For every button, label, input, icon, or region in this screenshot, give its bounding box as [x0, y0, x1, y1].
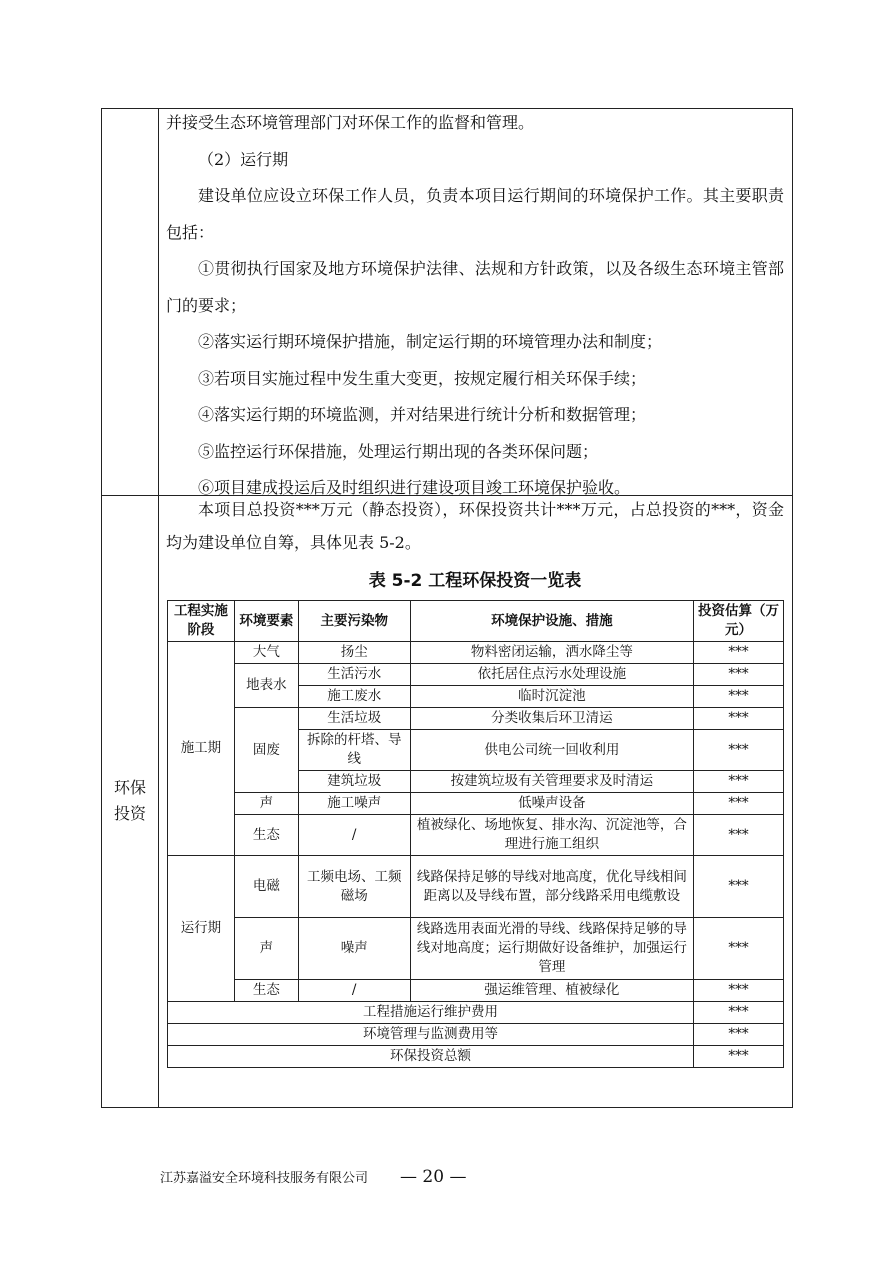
header-measure: 环境保护设施、措施 — [410, 601, 693, 642]
paragraph-line: ①贯彻执行国家及地方环境保护法律、法规和方针政策，以及各级生态环境主管部门的要求； — [166, 259, 784, 315]
table-row — [168, 856, 784, 918]
intro-paragraph: 本项目总投资***万元（静态投资），环保投资共计***万元，占总投资的***，资金均为建设单位自筹，具体见表 5-2。 — [166, 500, 784, 552]
element-cell: 电磁 — [234, 856, 298, 918]
measure-cell: 线路保持足够的导线对地高度，优化导线相间距离以及导线布置，部分线路采用电缆敷设 — [410, 856, 693, 918]
management-section — [166, 105, 784, 507]
cost-cell: *** — [694, 815, 784, 856]
cost-cell: *** — [694, 918, 784, 980]
cost-cell: *** — [694, 686, 784, 708]
pollutant-cell: 生活污水 — [298, 664, 410, 686]
cost-cell: *** — [694, 664, 784, 686]
cost-cell: *** — [694, 856, 784, 918]
element-cell: 生态 — [234, 815, 298, 856]
paragraph-line: 建设单位应设立环保工作人员，负责本项目运行期间的环境保护工作。其主要职责包括： — [166, 186, 784, 242]
measure-cell: 线路选用表面光滑的导线、线路保持足够的导线对地高度；运行期做好设备维护，加强运行管理 — [410, 918, 693, 980]
header-element: 环境要素 — [234, 601, 298, 642]
pollutant-cell: / — [298, 815, 410, 856]
paragraph-line: ④落实运行期的环境监测，并对结果进行统计分析和数据管理； — [198, 405, 647, 424]
cost-cell: *** — [694, 708, 784, 730]
measure-cell: 依托居住点污水处理设施 — [410, 664, 693, 686]
measure-cell: 植被绿化、场地恢复、排水沟、沉淀池等，合理进行施工组织 — [410, 815, 693, 856]
summary-label: 环境管理与监测费用等 — [168, 1024, 694, 1046]
table-header-row — [168, 601, 784, 642]
pollutant-cell: / — [298, 980, 410, 1002]
cost-cell: *** — [694, 1024, 784, 1046]
element-cell: 生态 — [234, 980, 298, 1002]
measure-cell: 物料密闭运输，洒水降尘等 — [410, 642, 693, 664]
measure-cell: 分类收集后环卫清运 — [410, 708, 693, 730]
paragraph-line: （2）运行期 — [198, 149, 289, 169]
column-divider — [158, 109, 159, 1107]
paragraph-line: 并接受生态环境管理部门对环保工作的监督和管理。 — [166, 113, 535, 132]
header-phase: 工程实施阶段 — [168, 601, 235, 642]
table-row — [168, 980, 784, 1002]
pollutant-cell: 施工废水 — [298, 686, 410, 708]
pollutant-cell: 生活垃圾 — [298, 708, 410, 730]
summary-label: 工程措施运行维护费用 — [168, 1002, 694, 1024]
pollutant-cell: 建筑垃圾 — [298, 771, 410, 793]
pollutant-cell: 扬尘 — [298, 642, 410, 664]
element-cell: 声 — [234, 793, 298, 815]
cost-cell: *** — [694, 1002, 784, 1024]
section-label — [102, 495, 158, 1107]
element-cell: 声 — [234, 918, 298, 980]
paragraph-line: ②落实运行期环境保护措施，制定运行期的环境管理办法和制度； — [198, 332, 663, 351]
header-cost: 投资估算（万元） — [694, 601, 784, 642]
measure-cell: 低噪声设备 — [410, 793, 693, 815]
paragraph-line: ⑤监控运行环保措施，处理运行期出现的各类环保问题； — [198, 441, 599, 461]
phase-cell: 施工期 — [168, 642, 235, 856]
measure-cell: 供电公司统一回收利用 — [410, 730, 693, 771]
measure-cell: 按建筑垃圾有关管理要求及时清运 — [410, 771, 693, 793]
cost-cell: *** — [694, 980, 784, 1002]
investment-intro — [166, 493, 784, 559]
cost-cell: *** — [694, 642, 784, 664]
table-row — [168, 642, 784, 664]
element-cell: 大气 — [234, 642, 298, 664]
section-label-line: 投资 — [113, 804, 146, 823]
table-row — [168, 918, 784, 980]
table-title: 表 5-2 工程环保投资一览表 — [368, 571, 582, 591]
summary-label: 环保投资总额 — [168, 1046, 694, 1068]
cost-cell: *** — [694, 793, 784, 815]
table-row — [168, 793, 784, 815]
page-number: — 20 — — [400, 1167, 467, 1187]
measure-cell: 强运维管理、植被绿化 — [410, 980, 693, 1002]
measure-cell: 临时沉淀池 — [410, 686, 693, 708]
pollutant-cell: 噪声 — [298, 918, 410, 980]
cost-cell: *** — [694, 1046, 784, 1068]
element-cell: 固废 — [234, 708, 298, 793]
content-frame — [101, 108, 793, 1108]
cost-cell: *** — [694, 771, 784, 793]
phase-cell: 运行期 — [168, 856, 235, 1002]
paragraph-line: ③若项目实施过程中发生重大变更，按规定履行相关环保手续； — [198, 368, 647, 388]
table-row — [168, 815, 784, 856]
table-row — [168, 664, 784, 686]
investment-table — [167, 600, 784, 1068]
table-row — [168, 708, 784, 730]
footer-company: 江苏嘉溢安全环境科技服务有限公司 — [160, 1171, 369, 1186]
pollutant-cell: 拆除的杆塔、导线 — [298, 730, 410, 771]
cost-cell: *** — [694, 730, 784, 771]
section-label-line: 环保 — [113, 778, 146, 797]
summary-row — [168, 1002, 784, 1024]
element-cell: 地表水 — [234, 664, 298, 708]
summary-row — [168, 1046, 784, 1068]
summary-row — [168, 1024, 784, 1046]
pollutant-cell: 施工噪声 — [298, 793, 410, 815]
pollutant-cell: 工频电场、工频磁场 — [298, 856, 410, 918]
paragraph-line: ⑥项目建成投运后及时组织进行建设项目竣工环境保护验收。 — [198, 478, 631, 497]
header-pollutant: 主要污染物 — [298, 601, 410, 642]
